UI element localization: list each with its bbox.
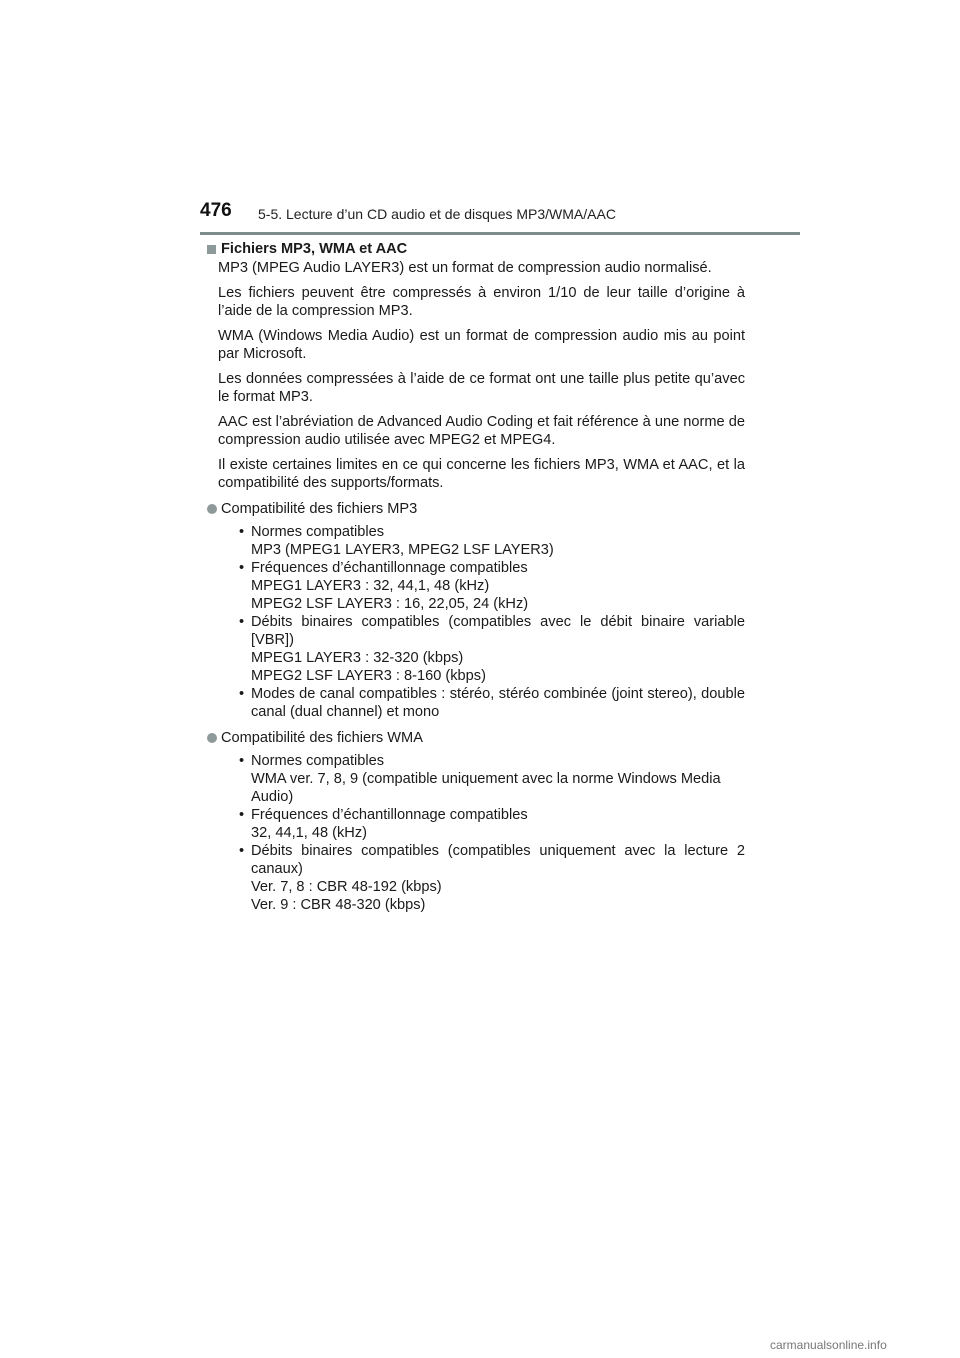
list-item: • Modes de canal compatibles : stéréo, stéréo combinée (joint stereo), double canal (dual channel) et mono bbox=[239, 686, 745, 720]
mp3-compat-heading bbox=[207, 500, 745, 518]
paragraph: AAC est l’abréviation de Advanced Audio Coding et fait référence à une norme de compression audio utilisée avec MPEG2 et MPEG4. bbox=[218, 414, 745, 448]
paragraph: Les données compressées à l’aide de ce format ont une taille plus petite qu’avec le format MP3. bbox=[218, 371, 745, 405]
page-number: 476 bbox=[200, 200, 232, 221]
paragraph: MP3 (MPEG Audio LAYER3) est un format de compression audio normalisé. bbox=[218, 260, 712, 276]
circle-bullet-icon bbox=[207, 733, 217, 743]
mp3-compat-title: Compatibilité des fichiers MP3 bbox=[221, 501, 418, 517]
header-rule bbox=[200, 232, 800, 235]
section-heading-text: Fichiers MP3, WMA et AAC bbox=[221, 241, 408, 257]
wma-compat-title: Compatibilité des fichiers WMA bbox=[221, 730, 423, 746]
content bbox=[207, 240, 745, 914]
header-title: 5-5. Lecture d’un CD audio et de disques MP3/WMA/AAC bbox=[258, 206, 616, 222]
watermark: carmanualsonline.info bbox=[770, 1338, 887, 1352]
list-item: • Débits binaires compatibles (compatibles avec le débit binaire variable [VBR]) MPEG1 LAYER3 : 32-320 (kbps) MPEG2 LSF LAYER3 : 8-160 (kbps) bbox=[239, 614, 745, 684]
paragraph: Les fichiers peuvent être compressés à environ 1/10 de leur taille d’origine à l’aide de la compression MP3. bbox=[218, 285, 745, 319]
section-heading bbox=[207, 240, 745, 258]
circle-bullet-icon bbox=[207, 504, 217, 514]
list-item: • Normes compatibles WMA ver. 7, 8, 9 (compatible uniquement avec la norme Windows Media Audio) bbox=[239, 753, 721, 805]
list-item: • Fréquences d’échantillonnage compatibles 32, 44,1, 48 (kHz) bbox=[239, 807, 528, 841]
paragraph: WMA (Windows Media Audio) est un format de compression audio mis au point par Microsoft. bbox=[218, 328, 745, 362]
list-item: • Débits binaires compatibles (compatibles uniquement avec la lecture 2 canaux) Ver. 7, 8 : CBR 48-192 (kbps) Ver. 9 : CBR 48-320 (kbps) bbox=[239, 843, 745, 913]
list-item: • Normes compatibles MP3 (MPEG1 LAYER3, MPEG2 LSF LAYER3) bbox=[239, 524, 554, 558]
list-item: • Fréquences d’échantillonnage compatibles MPEG1 LAYER3 : 32, 44,1, 48 (kHz) MPEG2 LSF LAYER3 : 16, 22,05, 24 (kHz) bbox=[239, 560, 529, 612]
paragraph: Il existe certaines limites en ce qui concerne les fichiers MP3, WMA et AAC, et la compatibilité des supports/formats. bbox=[218, 457, 745, 491]
mp3-compat-list bbox=[239, 523, 745, 721]
square-bullet-icon bbox=[207, 245, 216, 254]
wma-compat-heading bbox=[207, 729, 745, 747]
wma-compat-list bbox=[239, 752, 745, 914]
